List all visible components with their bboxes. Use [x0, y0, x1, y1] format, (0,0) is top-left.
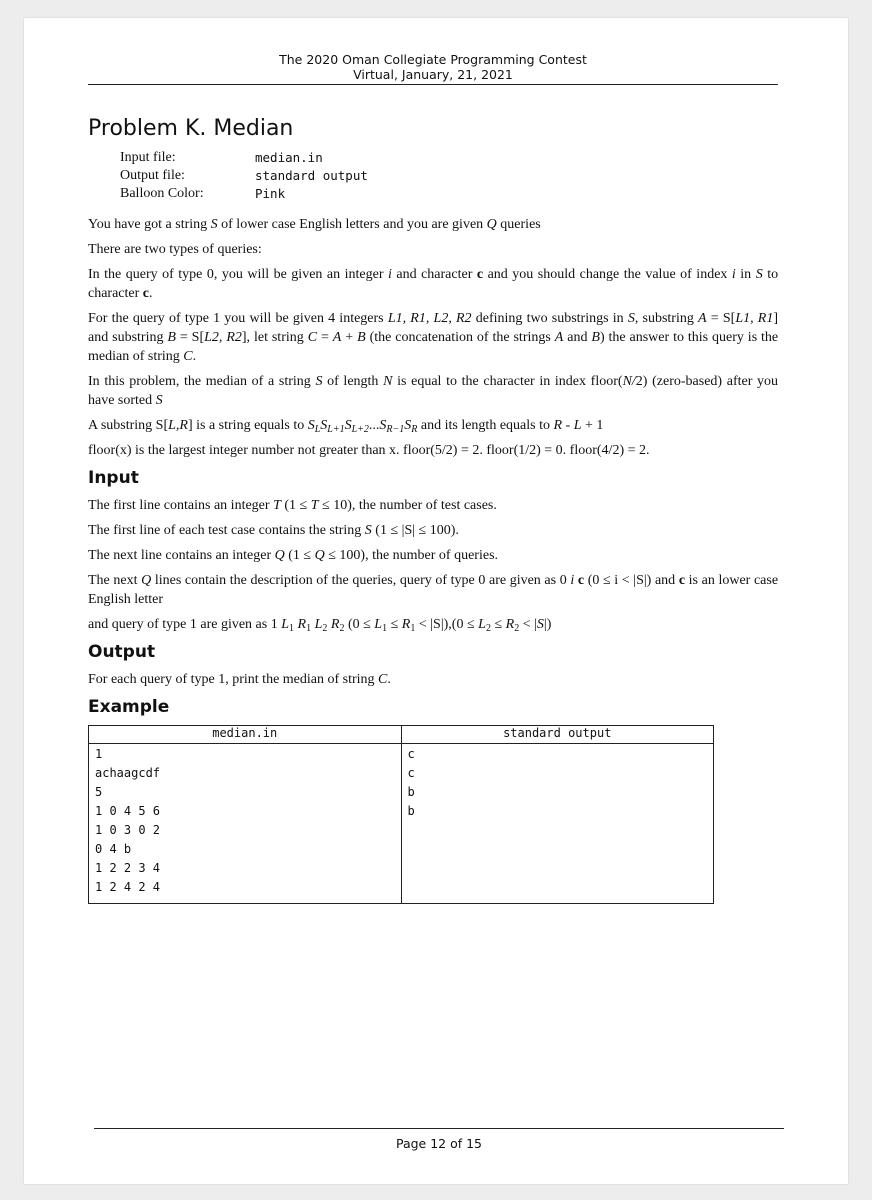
statement-query-type-0: In the query of type 0, you will be given an integer i and character c and you should change the value of index i in S to character c.	[88, 267, 779, 301]
statement-floor-definition: floor(x) is the largest integer number not greater than x. floor(5/2) = 2. floor(1/2) = 0. floor(4/2) = 2.	[88, 443, 650, 458]
example-input-line: achaagcdf	[95, 766, 161, 780]
example-output-line: b	[407, 804, 415, 818]
problem-meta	[120, 149, 368, 203]
meta-key: Balloon Color:	[120, 186, 204, 201]
example-input-line: 1 0 3 0 2	[95, 823, 161, 837]
example-input-header: median.in	[89, 726, 402, 744]
meta-row-balloon	[120, 185, 368, 203]
example-input-line: 1 2 2 3 4	[95, 861, 161, 875]
example-output-line: b	[407, 785, 415, 799]
statement-query-type-1: For the query of type 1 you will be given 4 integers L1, R1, L2, R2 defining two substrings in S, substring A = S[L1, R1] and substring B = S[L2, R2], let string C = A + B (the concatenation of the strings A and B) the answer to this query is the median of string C.	[88, 311, 779, 364]
contest-date: Virtual, January, 21, 2021	[353, 67, 513, 82]
meta-value: Pink	[255, 186, 286, 201]
example-input-line: 1 2 4 2 4	[95, 880, 161, 894]
example-output-header: standard output	[401, 726, 714, 744]
problem-content	[88, 116, 778, 904]
example-input-line: 1	[95, 747, 103, 761]
contest-name: The 2020 Oman Collegiate Programming Contest	[279, 52, 587, 67]
example-input-cell	[89, 744, 402, 904]
meta-row-input	[120, 149, 368, 167]
meta-row-output	[120, 167, 368, 185]
example-input-line: 0 4 b	[95, 842, 132, 856]
page-number: Page 12 of 15	[395, 1136, 483, 1151]
statement-intro: You have got a string S of lower case English letters and you are given Q queries	[88, 217, 541, 232]
input-line-query-type-1-format: and query of type 1 are given as 1 $L_1$ $R_1$ $L_2$ $R_2$ $(0 \le L_1 \le R_1 < |S|),(0 \le L_2 \le R_2 < |S|)$	[88, 617, 552, 634]
contest-header	[88, 52, 778, 85]
statement-median-definition: In this problem, the median of a string S of length N is equal to the character in index floor(N/2) (zero-based) after you have sorted S	[88, 374, 779, 408]
input-heading: Input	[88, 468, 139, 488]
input-line-query-format: The next Q lines contain the description of the queries, query of type 0 are given as 0 i c (0 ≤ i < |S|) and c is an lower case English letter	[88, 573, 779, 607]
input-line-queries-count: The next line contains an integer Q (1 ≤ Q ≤ 100), the number of queries.	[88, 548, 499, 563]
output-line: For each query of type 1, print the median of string C.	[88, 672, 391, 687]
example-heading: Example	[88, 697, 170, 717]
example-output-cell	[401, 744, 714, 904]
example-input-line: 5	[95, 785, 103, 799]
meta-value: median.in	[255, 150, 323, 165]
page-sheet	[24, 18, 848, 1184]
problem-title: Problem K. Median	[88, 116, 294, 141]
meta-key: Input file:	[120, 150, 176, 165]
example-table	[88, 725, 714, 904]
example-output-line: c	[407, 747, 415, 761]
input-line-test-cases: The first line contains an integer T (1 ≤ T ≤ 10), the number of test cases.	[88, 498, 497, 513]
input-line-string: The first line of each test case contains the string S (1 ≤ |S| ≤ 100).	[88, 523, 459, 538]
statement-query-types: There are two types of queries:	[88, 242, 262, 257]
page-footer	[94, 1128, 784, 1151]
meta-value: standard output	[255, 168, 368, 183]
example-input-line: 1 0 4 5 6	[95, 804, 161, 818]
output-heading: Output	[88, 642, 156, 662]
meta-key: Output file:	[120, 168, 185, 183]
example-output-line: c	[407, 766, 415, 780]
statement-substring-definition: A substring S[L,R] is a string equals to $S_LS_{L+1}S_{L+2}...S_{R-1}S_R$ and its length equals to R - L + 1	[88, 418, 604, 435]
